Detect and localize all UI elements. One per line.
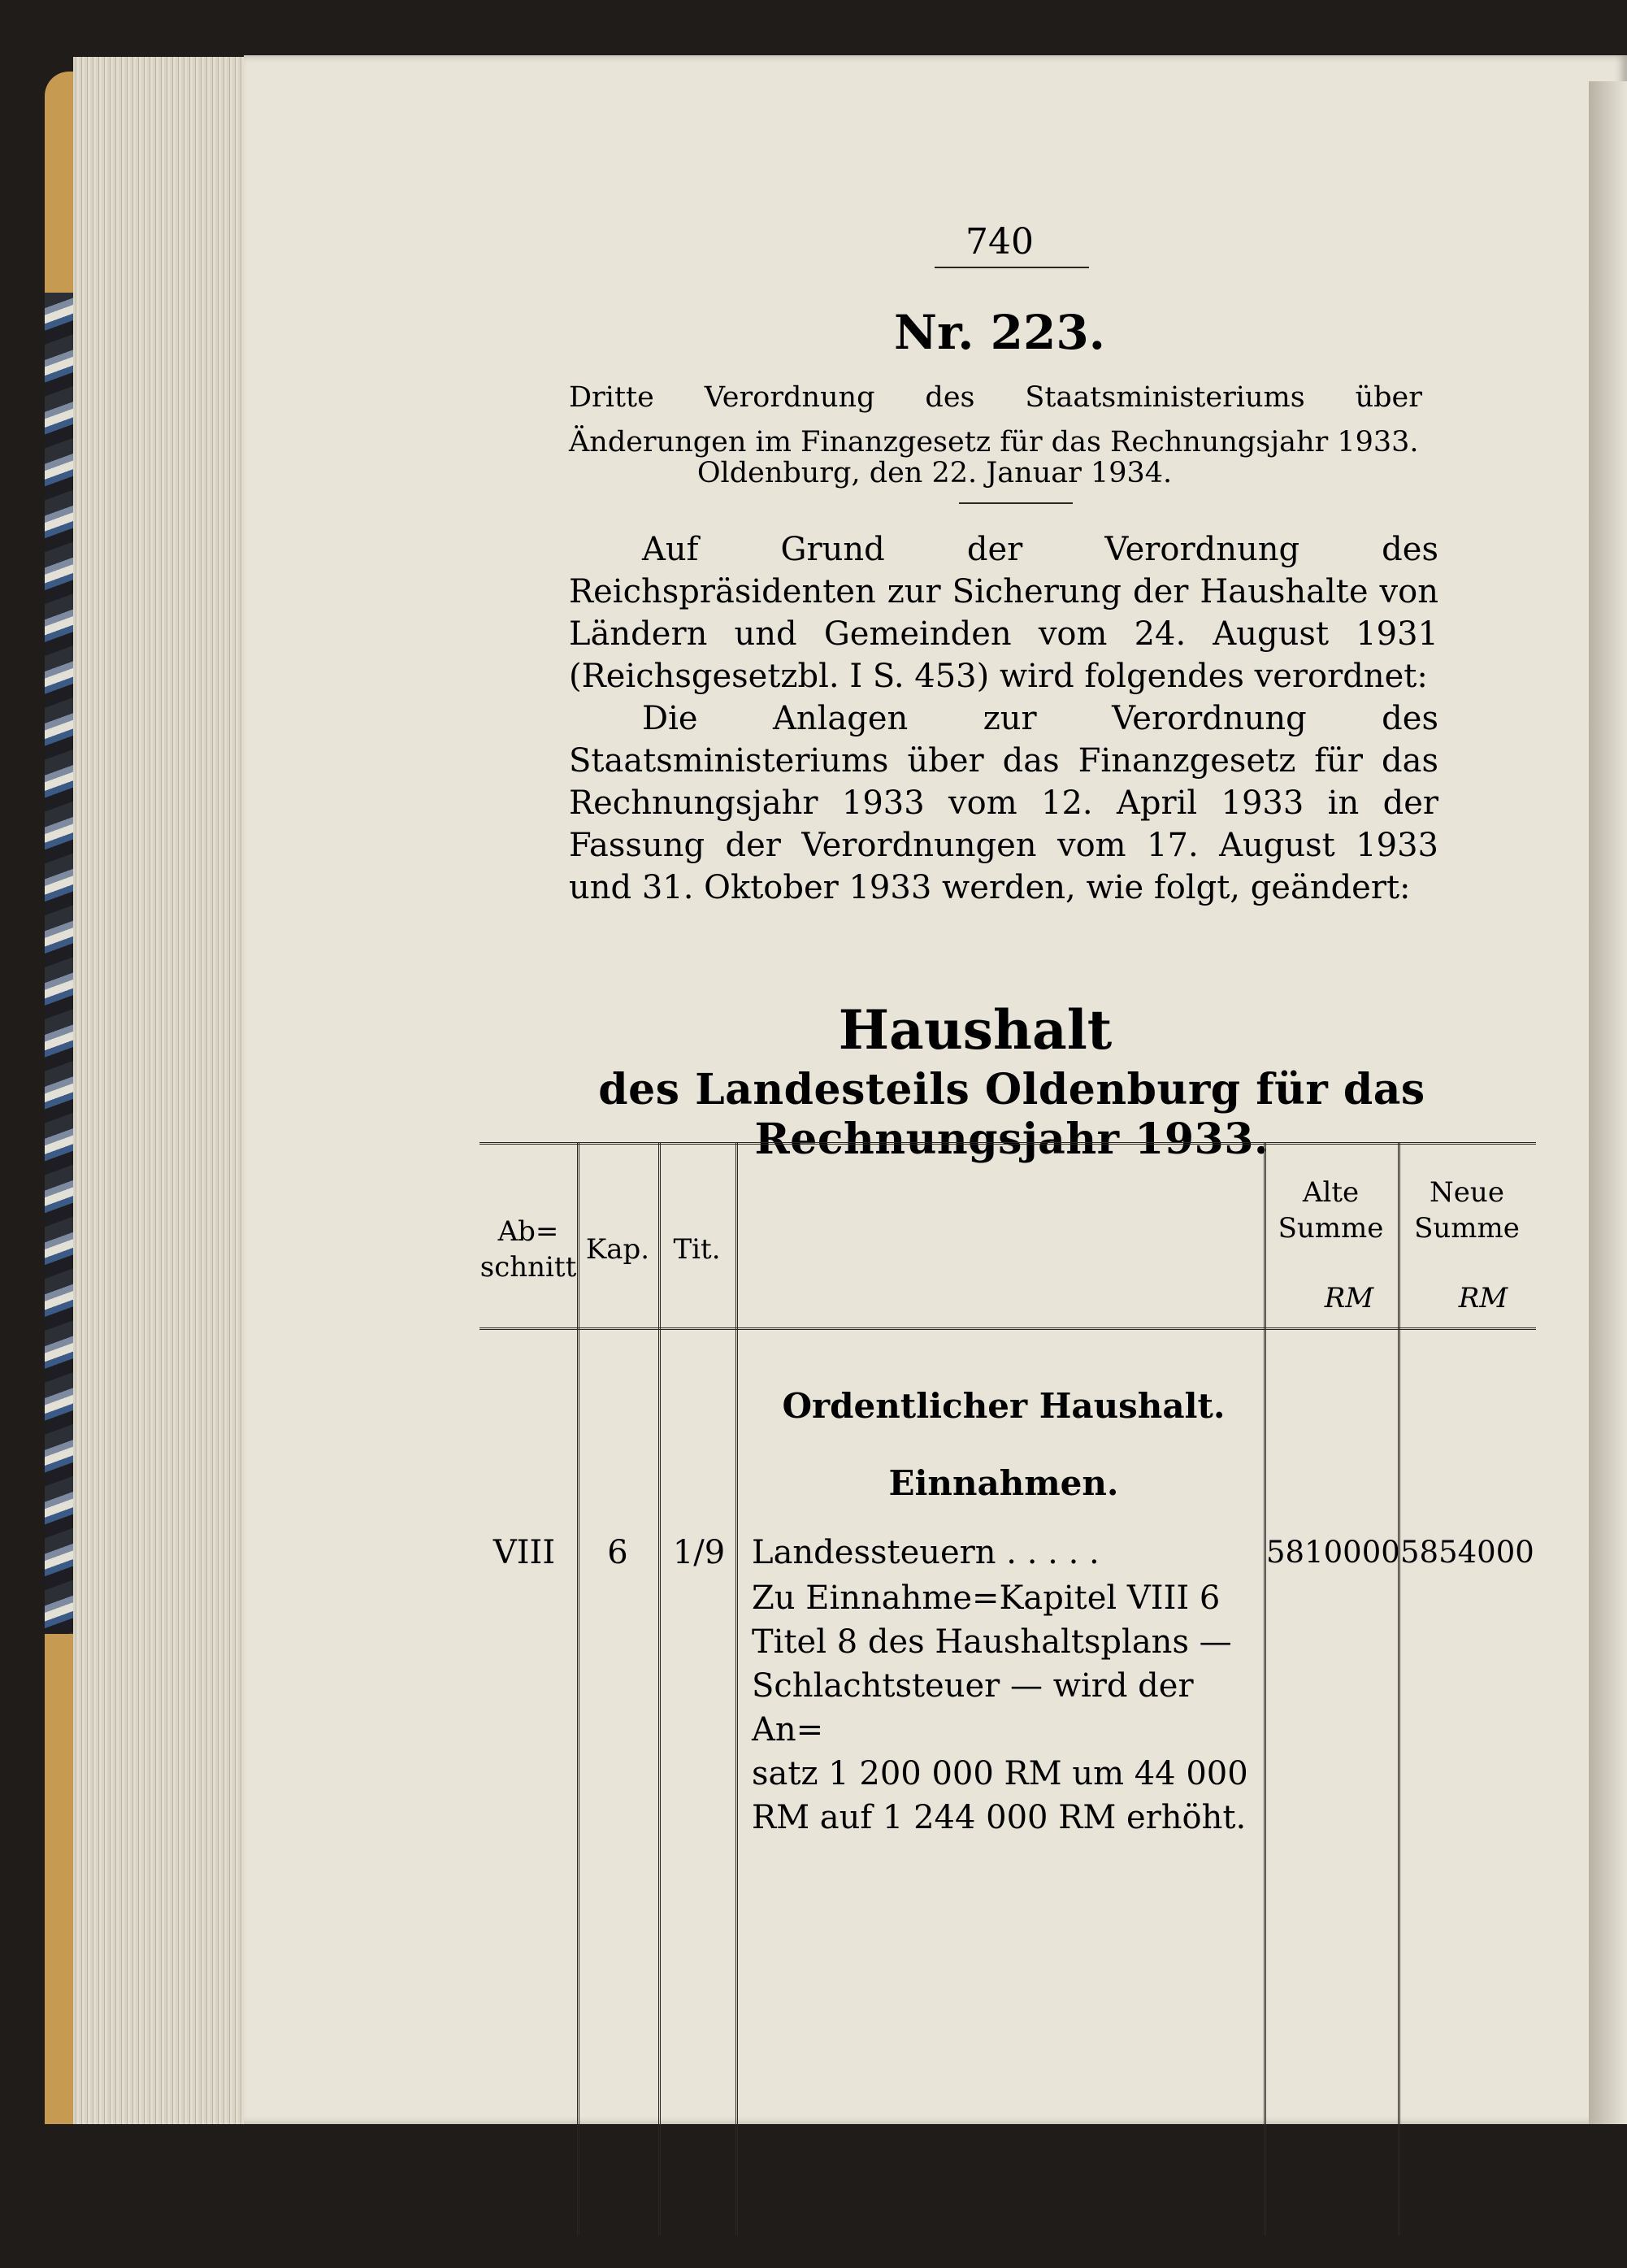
decree-title: Dritte Verordnung des Staatsministeriums über Änderungen im Finanzgesetz für das Rechnungsjahr 1933. [569,381,1422,458]
decree-place-date: Oldenburg, den 22. Januar 1934. [696,457,1173,489]
header-alte-line1: Alte [1302,1176,1360,1209]
column-divider [577,1142,579,2235]
unit-neue: RM [1458,1282,1508,1314]
paragraph-amendment: Die Anlagen zur Verordnung des Staatsministeriums über das Finanzgesetz für das Rechnungsjahr 1933 vom 12. April 1933 in der Fassung der Verordnungen vom 17. August 1933 und 31. Oktober 1933 werden, wie folgt, geändert: [569,700,1438,906]
header-alte-summe [1264,1175,1398,1246]
header-neue-line2: Summe [1414,1212,1520,1245]
header-abschnitt-line2: schnitt [479,1251,577,1284]
paragraph-legal-basis: Auf Grund der Verordnung des Reichspräsidenten zur Sicherung der Haushalte von Ländern und Gemeinden vom 24. August 1931 (Reichsgesetzbl. I S. 453) wird folgendes verordnet: [569,531,1438,695]
cell-neue-summe: 5854000 [1400,1535,1534,1570]
header-neue-line1: Neue [1430,1176,1504,1209]
header-neue-summe [1398,1175,1536,1246]
cell-abschnitt: VIII [492,1534,556,1571]
subsection-heading: Einnahmen. [888,1463,1119,1503]
decree-number: Nr. 223. [894,305,1105,360]
column-divider [1264,1142,1266,2235]
description-line: satz 1 200 000 RM um 44 000 [752,1755,1248,1792]
decree-rule [959,502,1073,504]
column-divider [1398,1142,1400,2235]
cell-kap: 6 [607,1534,628,1571]
cell-tit: 1/9 [672,1534,726,1571]
cell-description-title: Landessteuern . . . . . [752,1534,1100,1571]
page-number: 740 [965,221,1034,263]
header-abschnitt-line1: Ab= [497,1215,559,1248]
column-divider [735,1142,738,2235]
cell-description [752,1576,1256,1840]
description-line: Titel 8 des Haushaltsplans — [752,1623,1232,1661]
header-rule [935,267,1089,268]
description-line: RM auf 1 244 000 RM erhöht. [752,1799,1247,1836]
section-heading: Ordentlicher Haushalt. [782,1386,1226,1426]
header-abschnitt [479,1214,577,1285]
budget-table [479,1142,1536,2268]
budget-title: Haushalt [838,998,1113,1062]
table-header-rule [479,1327,1536,1330]
description-line: Schlachtsteuer — wird der An= [752,1667,1194,1749]
header-alte-line2: Summe [1278,1212,1384,1245]
table-top-rule [479,1142,1536,1145]
cell-alte-summe: 5810000 [1266,1535,1400,1570]
unit-alte: RM [1324,1282,1374,1314]
opposite-page-edge [1589,81,1627,2124]
budget-subtitle: des Landesteils Oldenburg für das Rechnungsjahr 1933. [598,1065,1425,1164]
header-kap: Kap. [585,1233,650,1266]
marbled-edge [45,293,77,1634]
column-divider [658,1142,661,2235]
header-tit: Tit. [673,1233,721,1266]
description-line: Zu Einnahme=Kapitel VIII 6 [752,1579,1221,1617]
